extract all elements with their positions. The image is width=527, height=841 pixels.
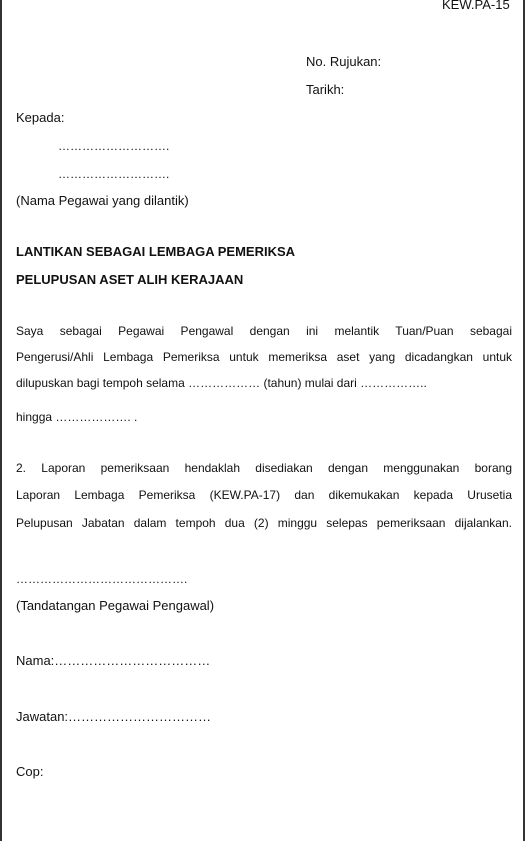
recipient-label: Kepada: [16, 110, 65, 125]
paragraph-1-line-2: Pengerusi/Ahli Lembaga Pemeriksa untuk memeriksa aset yang dicadangkan untuk [16, 350, 512, 364]
recipient-line-2: ………………………. [58, 167, 170, 181]
paragraph-2-line-1: 2. Laporan pemeriksaan hendaklah disediakan dengan menggunakan borang [16, 461, 512, 475]
paragraph-1-line-4: hingga ………………. . [16, 410, 138, 424]
signature-line: ……………………………………. [16, 572, 188, 586]
paragraph-2-line-3: Pelupusan Jabatan dalam tempoh dua (2) minggu selepas pemeriksaan dijalankan. [16, 516, 512, 530]
signature-label: (Tandatangan Pegawai Pengawal) [16, 598, 215, 613]
appointee-name-label: (Nama Pegawai yang dilantik) [16, 193, 189, 208]
reference-number-label: No. Rujukan: [306, 54, 382, 69]
stamp-label: Cop: [16, 764, 44, 779]
paragraph-1-line-3: dilupuskan bagi tempoh selama ……………… (tahun) mulai dari …………….. [16, 376, 427, 390]
letter-title-line-1: LANTIKAN SEBAGAI LEMBAGA PEMERIKSA [16, 244, 296, 259]
date-label: Tarikh: [306, 82, 345, 97]
paragraph-2-line-2: Laporan Lembaga Pemeriksa (KEW.PA-17) dan dikemukakan kepada Urusetia [16, 488, 512, 502]
position-field: Jawatan:…………………………… [16, 709, 212, 724]
letter-title-line-2: PELUPUSAN ASET ALIH KERAJAAN [16, 272, 244, 287]
name-field: Nama:……………………………… [16, 653, 211, 668]
recipient-line-1: ………………………. [58, 139, 170, 153]
form-code: KEW.PA-15 [442, 0, 510, 12]
paragraph-1-line-1: Saya sebagai Pegawai Pengawal dengan ini melantik Tuan/Puan sebagai [16, 324, 512, 338]
